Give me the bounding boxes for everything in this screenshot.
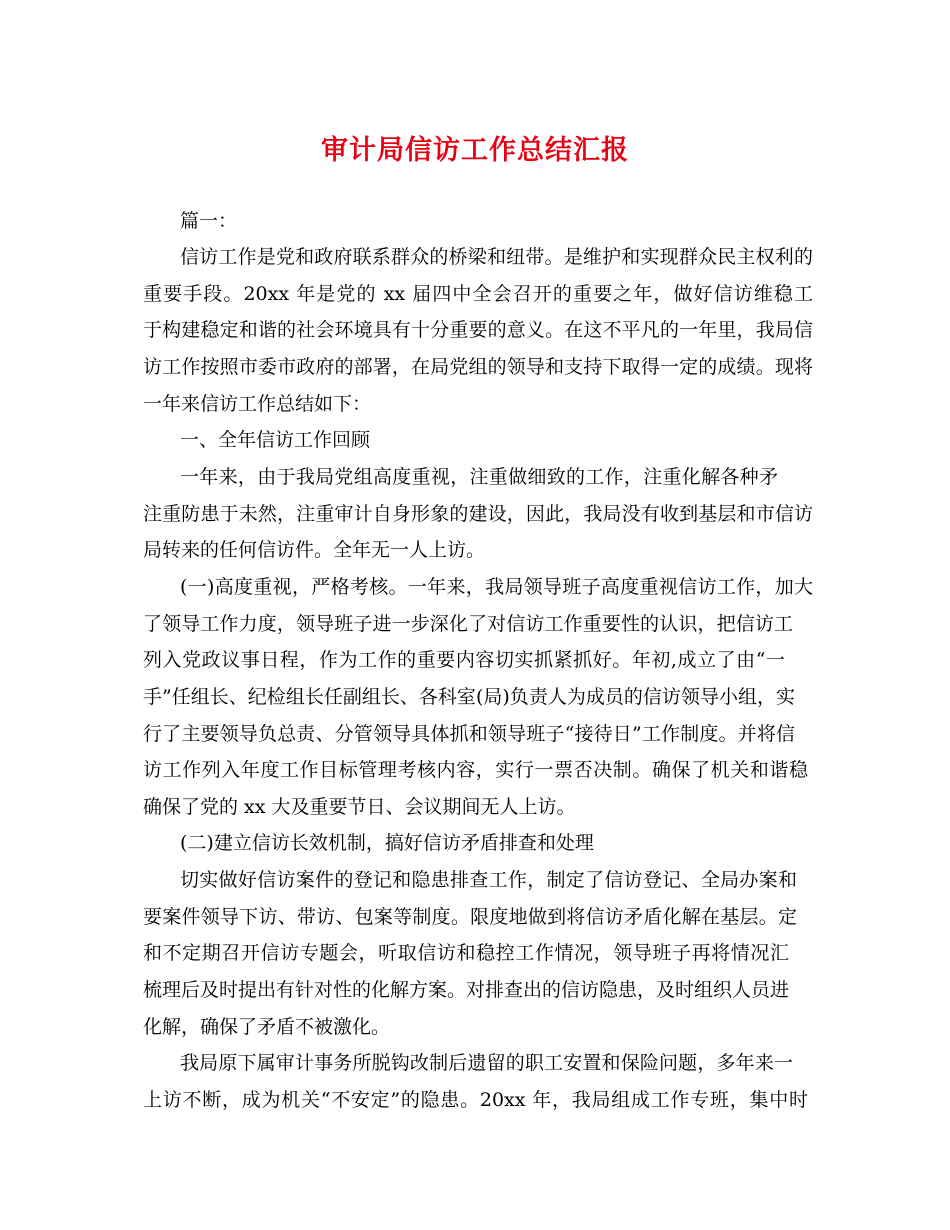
paragraph-line: 上访不断，成为机关“不安定”的隐患。20xx 年，我局组成工作专班，集中时 xyxy=(143,1089,808,1111)
paragraph-line: 要案件领导下访、带访、包案等制度。限度地做到将信访矛盾化解在基层。定 xyxy=(143,906,797,928)
paragraph-line: 确保了党的 xx 大及重要节日、会议期间无人上访。 xyxy=(143,796,576,818)
paragraph-line: 了领导工作力度，领导班子进一步深化了对信访工作重要性的认识，把信访工 xyxy=(143,613,793,635)
paragraph-line: 手”任组长、纪检组长任副组长、各科室(局)负责人为成员的信访领导小组，实 xyxy=(143,686,795,708)
paragraph-line: 于构建稳定和谐的社会环境具有十分重要的意义。在这不平凡的一年里，我局信 xyxy=(143,319,813,341)
paragraph-line: 访工作按照市委市政府的部署，在局党组的领导和支持下取得一定的成绩。现将 xyxy=(143,356,813,378)
paragraph-line: 访工作列入年度工作目标管理考核内容，实行一票否决制。确保了机关和谐稳 xyxy=(143,759,808,781)
section-label: 篇一： xyxy=(180,210,238,232)
paragraph-line: 一年来，由于我局党组高度重视，注重做细致的工作，注重化解各种矛 xyxy=(180,466,778,488)
document-title: 审计局信访工作总结汇报 xyxy=(321,135,629,166)
paragraph-line: 局转来的任何信访件。全年无一人上访。 xyxy=(143,539,486,561)
paragraph-line: 注重防患于未然，注重审计自身形象的建设，因此，我局没有收到基层和市信访 xyxy=(143,503,813,525)
section-heading: 一、全年信访工作回顾 xyxy=(180,429,371,451)
paragraph-line: 我局原下属审计事务所脱钩改制后遗留的职工安置和保险问题，多年来一 xyxy=(180,1052,793,1074)
section-heading: (二)建立信访长效机制，搞好信访矛盾排查和处理 xyxy=(180,832,594,854)
paragraph-line: 行了主要领导负总责、分管领导具体抓和领导班子“接待日”工作制度。并将信 xyxy=(143,723,795,745)
paragraph-line: 切实做好信访案件的登记和隐患排查工作，制定了信访登记、全局办案和 xyxy=(180,869,797,891)
paragraph-line: 重要手段。20xx 年是党的 xx 届四中全会召开的重要之年，做好信访维稳工 xyxy=(143,283,813,305)
paragraph-line: 信访工作是党和政府联系群众的桥梁和纽带。是维护和实现群众民主权利的 xyxy=(180,246,813,268)
paragraph-line: 列入党政议事日程，作为工作的重要内容切实抓紧抓好。年初,成立了由“一 xyxy=(143,649,785,671)
paragraph-line: 梳理后及时提出有针对性的化解方案。对排查出的信访隐患，及时组织人员进 xyxy=(143,979,789,1001)
paragraph-line: 一年来信访工作总结如下： xyxy=(143,393,372,415)
paragraph-line: 和不定期召开信访专题会，听取信访和稳控工作情况，领导班子再将情况汇 xyxy=(143,942,789,964)
paragraph-line: (一)高度重视，严格考核。一年来，我局领导班子高度重视信访工作，加大 xyxy=(180,576,813,598)
paragraph-line: 化解，确保了矛盾不被激化。 xyxy=(143,1016,391,1038)
